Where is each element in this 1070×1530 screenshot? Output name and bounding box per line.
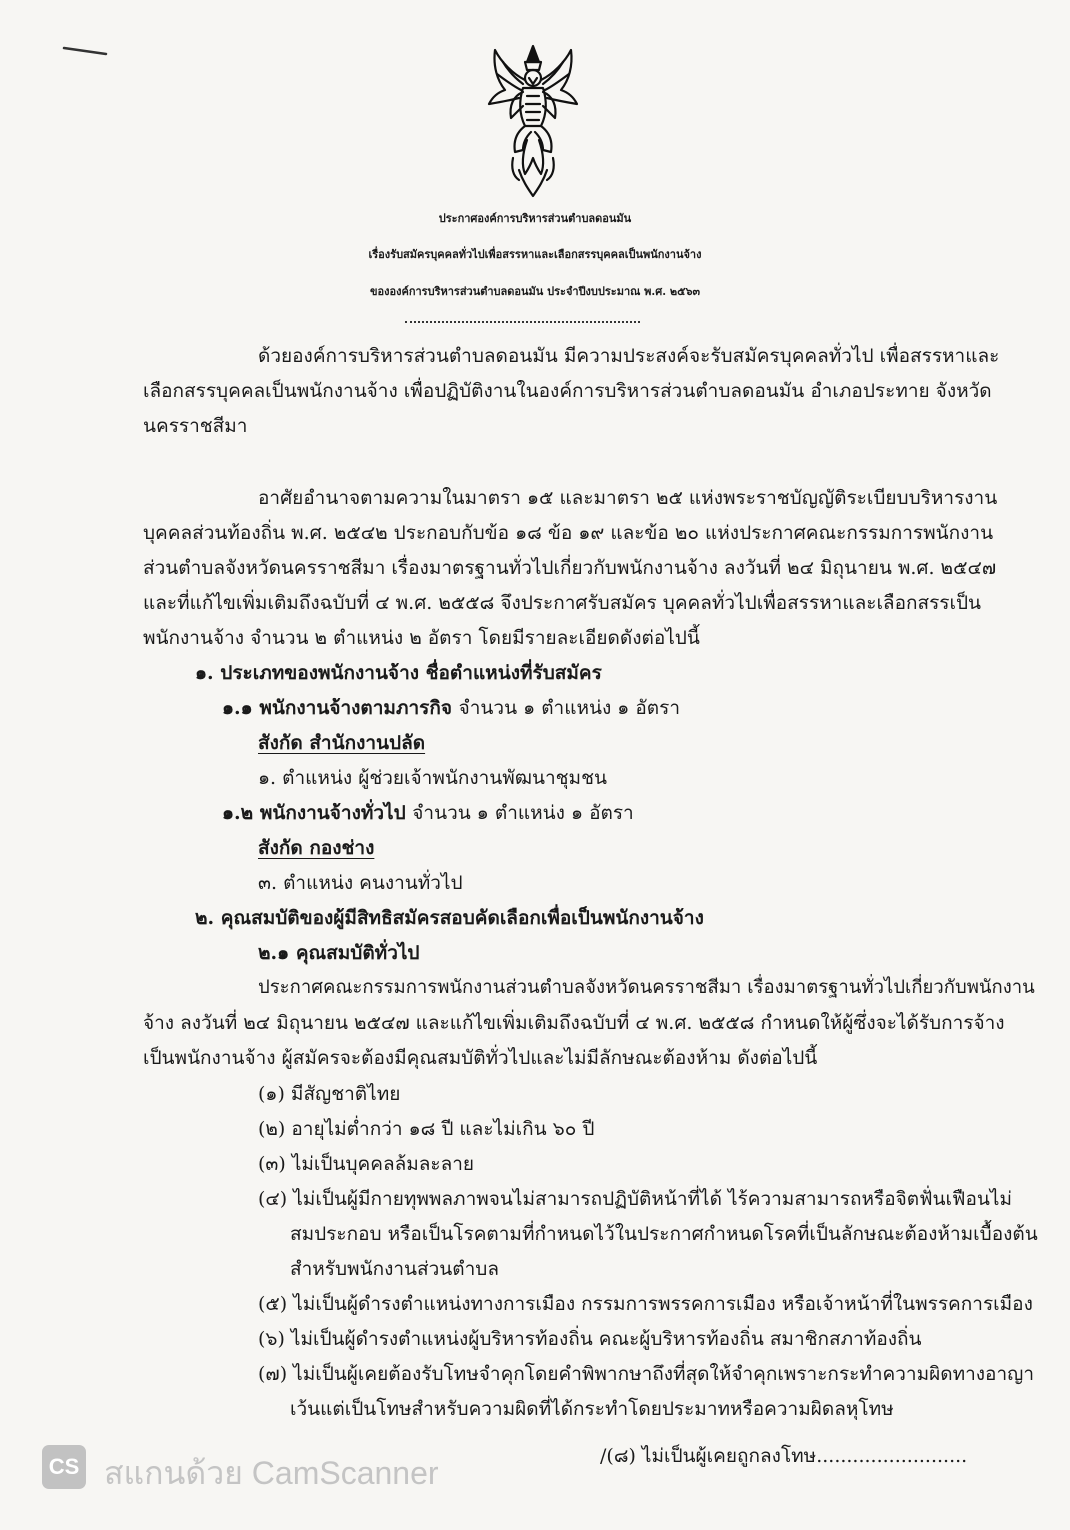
section-2-para-line-2: จ้าง ลงวันที่ ๒๔ มิถุนายน ๒๕๔๗ และแก้ไขเพิ่มเติมถึงฉบับที่ ๔ พ.ศ. ๒๕๕๘ กำหนดให้ผู้ซึ่งจะได้รับการจ้าง <box>143 1012 1005 1034</box>
section-1-2-name: พนักงานจ้างทั่วไป <box>259 802 406 824</box>
qualification-item-7-line-1: (๗) ไม่เป็นผู้เคยต้องรับโทษจำคุกโดยคำพิพากษาถึงที่สุดให้จำคุกเพราะกระทำความผิดทางอาญา <box>258 1363 1034 1385</box>
section-1-2-detail: จำนวน ๑ ตำแหน่ง ๑ อัตรา <box>412 802 634 824</box>
pen-mark <box>62 46 110 58</box>
qualification-item-4-line-1: (๔) ไม่เป็นผู้มีกายทุพพลภาพจนไม่สามารถปฏิบัติหน้าที่ได้ ไร้ความสามารถหรือจิตฟั่นเฟือนไม่ <box>258 1188 1012 1210</box>
qualification-item-5: (๕) ไม่เป็นผู้ดำรงตำแหน่งทางการเมือง กรรมการพรรคการเมือง หรือเจ้าหน้าที่ในพรรคการเมือง <box>258 1293 1033 1315</box>
watermark-text: สแกนด้วย CamScanner <box>104 1455 439 1491</box>
section-2-para-line-3: เป็นพนักงานจ้าง ผู้สมัครจะต้องมีคุณสมบัติทั่วไปและไม่มีลักษณะต้องห้าม ดังต่อไปนี้ <box>143 1047 818 1069</box>
authority-line-1: อาศัยอำนาจตามความในมาตรา ๑๕ และมาตรา ๒๕ แห่งพระราชบัญญัติระเบียบบริหารงาน <box>258 487 998 509</box>
title-divider <box>405 321 640 323</box>
section-1-1-position: ๑. ตำแหน่ง ผู้ช่วยเจ้าพนักงานพัฒนาชุมชน <box>258 767 607 789</box>
intro-line-3: นครราชสีมา <box>143 415 248 437</box>
title-line-2: เรื่องรับสมัครบุคคลทั่วไปเพื่อสรรหาและเลือกสรรบุคคลเป็นพนักงานจ้าง <box>368 248 702 261</box>
authority-line-3: ส่วนตำบลจังหวัดนครราชสีมา เรื่องมาตรฐานทั่วไปเกี่ยวกับพนักงานจ้าง ลงวันที่ ๒๔ มิถุนายน พ.ศ. ๒๕๔๗ <box>143 557 997 579</box>
section-1-2-number: ๑.๒ <box>222 802 254 824</box>
section-1-1-detail: จำนวน ๑ ตำแหน่ง ๑ อัตรา <box>458 697 681 719</box>
section-1-2-title <box>222 800 634 826</box>
section-1-1-affiliation: สังกัด สำนักงานปลัด <box>258 732 426 754</box>
intro-line-2: เลือกสรรบุคคลเป็นพนักงานจ้าง เพื่อปฏิบัติงานในองค์การบริหารส่วนตำบลดอนมัน อำเภอประทาย จังหวัด <box>143 380 992 402</box>
section-1-1-name: พนักงานจ้างตามภารกิจ <box>259 697 452 719</box>
section-2-1-heading: ๒.๑ คุณสมบัติทั่วไป <box>258 942 420 964</box>
qualification-item-1: (๑) มีสัญชาติไทย <box>258 1083 401 1105</box>
qualification-item-3: (๓) ไม่เป็นบุคคลล้มละลาย <box>258 1153 475 1175</box>
garuda-emblem-icon <box>483 40 583 200</box>
section-1-1-number: ๑.๑ <box>222 697 253 719</box>
section-2-heading: ๒. คุณสมบัติของผู้มีสิทธิสมัครสอบคัดเลือกเพื่อเป็นพนักงานจ้าง <box>195 907 704 929</box>
qualification-item-4-line-3: สำหรับพนักงานส่วนตำบล <box>290 1258 499 1280</box>
title-line-3: ขององค์การบริหารส่วนตำบลดอนมัน ประจำปีงบประมาณ พ.ศ. ๒๕๖๓ <box>370 285 700 298</box>
authority-line-2: บุคคลส่วนท้องถิ่น พ.ศ. ๒๕๔๒ ประกอบกับข้อ ๑๘ ข้อ ๑๙ และข้อ ๒๐ แห่งประกาศคณะกรรมการพนักงาน <box>143 522 994 544</box>
authority-line-4: และที่แก้ไขเพิ่มเติมถึงฉบับที่ ๔ พ.ศ. ๒๕๕๘ จึงประกาศรับสมัคร บุคคลทั่วไปเพื่อสรรหาและเลือกสรรเป็น <box>143 592 982 614</box>
intro-line-1: ด้วยองค์การบริหารส่วนตำบลดอนมัน มีความประสงค์จะรับสมัครบุคคลทั่วไป เพื่อสรรหาและ <box>258 345 1000 367</box>
title-line-1: ประกาศองค์การบริหารส่วนตำบลดอนมัน <box>438 212 632 225</box>
continuation-text: /(๘) ไม่เป็นผู้เคยถูกลงโทษ......................... <box>600 1445 968 1467</box>
section-1-2-affiliation: สังกัด กองช่าง <box>258 837 375 859</box>
section-2-para-line-1: ประกาศคณะกรรมการพนักงานส่วนตำบลจังหวัดนครราชสีมา เรื่องมาตรฐานทั่วไปเกี่ยวกับพนักงาน <box>258 977 1035 998</box>
section-1-heading: ๑. ประเภทของพนักงานจ้าง ชื่อตำแหน่งที่รับสมัคร <box>195 662 602 684</box>
section-1-2-position: ๓. ตำแหน่ง คนงานทั่วไป <box>258 872 463 894</box>
qualification-item-7-line-2: เว้นแต่เป็นโทษสำหรับความผิดที่ได้กระทำโดยประมาทหรือความผิดลหุโทษ <box>290 1398 894 1420</box>
qualification-item-6: (๖) ไม่เป็นผู้ดำรงตำแหน่งผู้บริหารท้องถิ่น คณะผู้บริหารท้องถิ่น สมาชิกสภาท้องถิ่น <box>258 1328 922 1350</box>
qualification-item-4-line-2: สมประกอบ หรือเป็นโรคตามที่กำหนดไว้ในประกาศกำหนดโรคที่เป็นลักษณะต้องห้ามเบื้องต้น <box>290 1223 1038 1245</box>
qualification-item-2: (๒) อายุไม่ต่ำกว่า ๑๘ ปี และไม่เกิน ๖๐ ปี <box>258 1118 595 1140</box>
camscanner-logo-icon: CS <box>42 1445 86 1489</box>
section-1-1-title <box>222 695 680 721</box>
authority-line-5: พนักงานจ้าง จำนวน ๒ ตำแหน่ง ๒ อัตรา โดยมีรายละเอียดดังต่อไปนี้ <box>143 627 700 649</box>
